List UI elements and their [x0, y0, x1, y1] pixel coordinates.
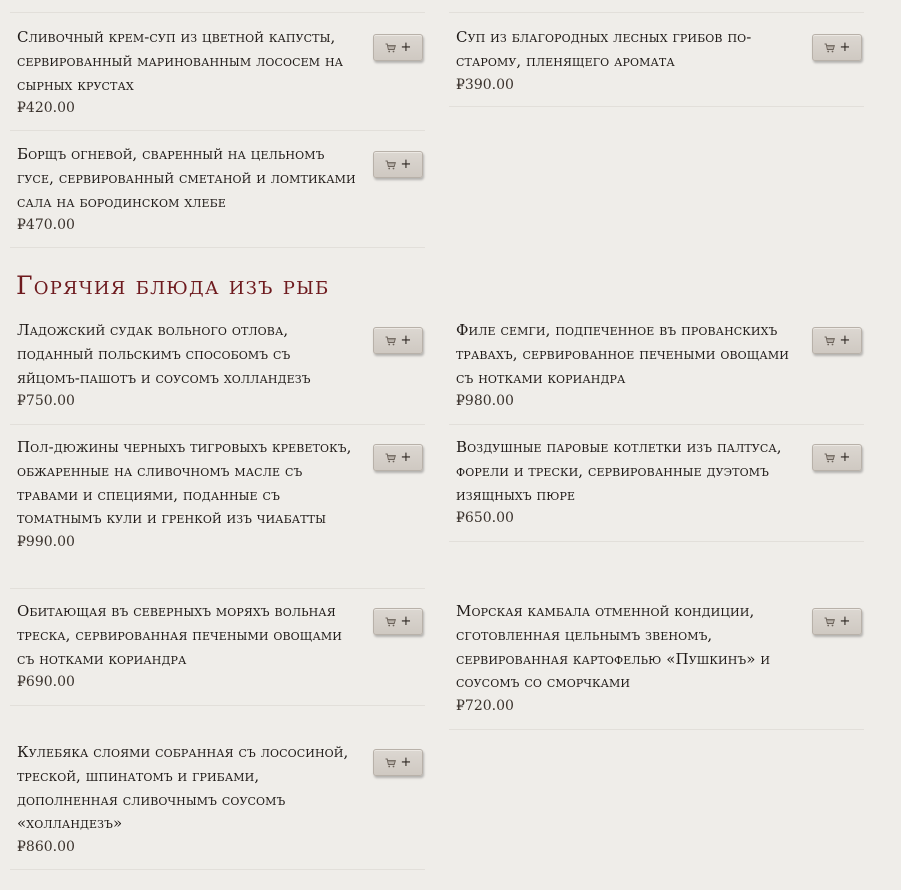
add-to-cart-button[interactable] — [812, 608, 862, 635]
menu-item — [449, 600, 864, 730]
item-name: Пол-дюжины черныхъ тигровыхъ креветокъ, обжаренные на сливочномъ масле съ травами и специями, поданные съ томатнымъ кули и гренкой изъ чиабатты — [17, 438, 352, 528]
menu-item — [10, 600, 425, 706]
cart-icon — [385, 336, 396, 346]
cart-icon — [824, 453, 835, 463]
plus-label: + — [400, 157, 412, 172]
item-name: Кулебяка слоями собранная съ лососиной, треской, шпинатомъ и грибами, дополненная сливочнымъ соусомъ «холландезъ» — [17, 743, 349, 833]
cart-icon — [385, 617, 396, 627]
plus-label: + — [400, 755, 412, 770]
cart-icon — [385, 43, 396, 53]
plus-label: + — [839, 614, 851, 629]
item-name: Воздушные паровые котлетки изъ палтуса, форели и трески, сервированные дуэтомъ изящныхъ пюре — [456, 438, 782, 504]
item-name: Сливочный крем-суп из цветной капусты, сервированный маринованным лососем на сырных крустах — [17, 28, 344, 94]
add-to-cart-button[interactable] — [373, 444, 423, 471]
add-to-cart-button[interactable] — [373, 327, 423, 354]
item-name: Борщъ огневой, сваренный на цельномъ гусе, сервированный сметаной и ломтиками сала на бородинском хлебе — [17, 145, 356, 211]
item-name: Филе семги, подпеченное въ прованскихъ травахъ, сервированное печеными овощами съ нотками кориандра — [456, 321, 789, 387]
item-name: Ладожский судак вольного отлова, поданный польскимъ способомъ съ яйцомъ-пашотъ и соусомъ холландезъ — [17, 321, 311, 387]
add-to-cart-button[interactable] — [373, 34, 423, 61]
item-name: Суп из благородных лесных грибов по-старому, пленящего аромата — [456, 28, 752, 70]
item-name: Морская камбала отменной кондиции, сготовленная цельнымъ звеномъ, сервированная картофелью «Пушкинъ» и соусомъ со сморчками — [456, 602, 771, 692]
cart-icon — [385, 758, 396, 768]
cart-icon — [824, 617, 835, 627]
section-title: Горячия блюда изъ рыб — [16, 271, 330, 300]
item-price: ₽980.00 — [456, 393, 514, 410]
add-to-cart-button[interactable] — [373, 151, 423, 178]
menu-item — [10, 436, 425, 589]
plus-label: + — [400, 40, 412, 55]
plus-label: + — [839, 450, 851, 465]
plus-label: + — [839, 333, 851, 348]
cart-icon — [385, 453, 396, 463]
cart-icon — [385, 160, 396, 170]
item-price: ₽990.00 — [17, 534, 75, 551]
plus-label: + — [400, 333, 412, 348]
item-price: ₽720.00 — [456, 698, 514, 715]
menu-item — [449, 26, 864, 107]
menu-item — [10, 319, 425, 425]
divider — [449, 12, 864, 13]
plus-label: + — [839, 40, 851, 55]
item-name: Обитающая въ северныхъ моряхъ вольная треска, сервированная печеными овощами съ нотками кориандра — [17, 602, 342, 668]
item-price: ₽860.00 — [17, 839, 75, 856]
plus-label: + — [400, 450, 412, 465]
divider — [10, 12, 425, 13]
menu-item — [10, 26, 425, 131]
cart-icon — [824, 336, 835, 346]
add-to-cart-button[interactable] — [812, 34, 862, 61]
menu-item — [10, 143, 425, 248]
menu-item — [10, 741, 425, 870]
menu-item — [449, 436, 864, 542]
cart-icon — [824, 43, 835, 53]
item-price: ₽420.00 — [17, 100, 75, 117]
item-price: ₽470.00 — [17, 217, 75, 234]
item-price: ₽650.00 — [456, 510, 514, 527]
add-to-cart-button[interactable] — [812, 444, 862, 471]
item-price: ₽750.00 — [17, 393, 75, 410]
item-price: ₽390.00 — [456, 76, 514, 93]
add-to-cart-button[interactable] — [373, 608, 423, 635]
add-to-cart-button[interactable] — [373, 749, 423, 776]
item-price: ₽690.00 — [17, 674, 75, 691]
menu-item — [449, 319, 864, 425]
add-to-cart-button[interactable] — [812, 327, 862, 354]
plus-label: + — [400, 614, 412, 629]
